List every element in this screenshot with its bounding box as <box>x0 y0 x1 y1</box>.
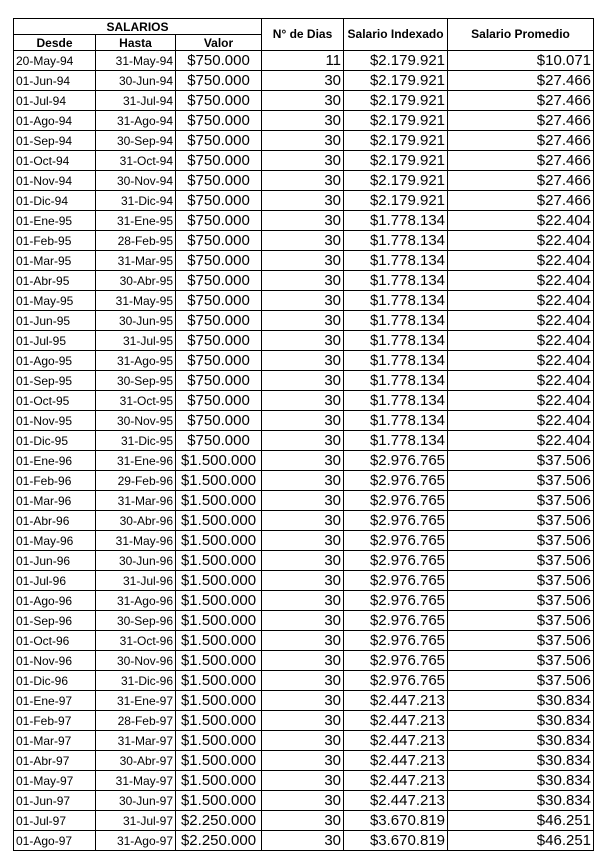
valor-cell: $750.000 <box>176 331 262 351</box>
dias-cell: 30 <box>262 111 344 131</box>
desde-cell: 01-Abr-95 <box>14 271 96 291</box>
valor-cell: $1.500.000 <box>176 791 262 811</box>
valor-cell: $1.500.000 <box>176 731 262 751</box>
valor-cell: $750.000 <box>176 351 262 371</box>
hasta-cell: 30-Jun-94 <box>96 71 176 91</box>
indexado-cell: $2.179.921 <box>344 51 448 71</box>
desde-cell: 01-Nov-94 <box>14 171 96 191</box>
promedio-cell: $37.506 <box>448 511 594 531</box>
dias-cell: 30 <box>262 331 344 351</box>
valor-cell: $750.000 <box>176 131 262 151</box>
table-row <box>14 351 594 371</box>
valor-cell: $1.500.000 <box>176 511 262 531</box>
valor-cell: $750.000 <box>176 171 262 191</box>
hasta-column-header: Hasta <box>96 35 176 51</box>
promedio-cell: $27.466 <box>448 191 594 211</box>
promedio-cell: $27.466 <box>448 91 594 111</box>
promedio-cell: $22.404 <box>448 431 594 451</box>
desde-cell: 01-May-96 <box>14 531 96 551</box>
valor-cell: $1.500.000 <box>176 571 262 591</box>
indexado-cell: $1.778.134 <box>344 351 448 371</box>
hasta-cell: 30-Nov-94 <box>96 171 176 191</box>
indexado-cell: $1.778.134 <box>344 231 448 251</box>
table-row <box>14 791 594 811</box>
table-row <box>14 671 594 691</box>
hasta-cell: 31-May-96 <box>96 531 176 551</box>
desde-cell: 01-Abr-97 <box>14 751 96 771</box>
hasta-cell: 31-Mar-96 <box>96 491 176 511</box>
dias-column-header: N° de Dias <box>262 19 344 51</box>
indexado-cell: $2.976.765 <box>344 611 448 631</box>
table-row <box>14 811 594 831</box>
indexado-cell: $2.976.765 <box>344 651 448 671</box>
dias-cell: 30 <box>262 211 344 231</box>
hasta-cell: 30-Nov-96 <box>96 651 176 671</box>
table-row <box>14 531 594 551</box>
valor-cell: $750.000 <box>176 391 262 411</box>
dias-cell: 30 <box>262 651 344 671</box>
desde-cell: 01-Jun-94 <box>14 71 96 91</box>
hasta-cell: 31-Ago-94 <box>96 111 176 131</box>
table-row <box>14 271 594 291</box>
indexado-column-header: Salario Indexado <box>344 19 448 51</box>
promedio-cell: $22.404 <box>448 351 594 371</box>
desde-cell: 01-Oct-96 <box>14 631 96 651</box>
valor-cell: $1.500.000 <box>176 451 262 471</box>
table-row <box>14 471 594 491</box>
promedio-cell: $37.506 <box>448 491 594 511</box>
dias-cell: 30 <box>262 391 344 411</box>
hasta-cell: 30-Jun-95 <box>96 311 176 331</box>
dias-cell: 30 <box>262 451 344 471</box>
indexado-cell: $1.778.134 <box>344 211 448 231</box>
desde-cell: 01-Ene-96 <box>14 451 96 471</box>
indexado-cell: $1.778.134 <box>344 371 448 391</box>
desde-cell: 01-Feb-96 <box>14 471 96 491</box>
dias-cell: 30 <box>262 131 344 151</box>
valor-cell: $750.000 <box>176 251 262 271</box>
hasta-cell: 31-Ene-95 <box>96 211 176 231</box>
hasta-cell: 31-May-97 <box>96 771 176 791</box>
valor-cell: $750.000 <box>176 91 262 111</box>
dias-cell: 30 <box>262 511 344 531</box>
table-row <box>14 71 594 91</box>
valor-cell: $750.000 <box>176 311 262 331</box>
indexado-cell: $2.179.921 <box>344 171 448 191</box>
promedio-cell: $22.404 <box>448 311 594 331</box>
indexado-cell: $2.976.765 <box>344 571 448 591</box>
desde-cell: 01-Ene-95 <box>14 211 96 231</box>
hasta-cell: 31-Jul-94 <box>96 91 176 111</box>
valor-cell: $750.000 <box>176 291 262 311</box>
indexado-cell: $2.447.213 <box>344 771 448 791</box>
valor-cell: $1.500.000 <box>176 751 262 771</box>
hasta-cell: 31-Oct-95 <box>96 391 176 411</box>
desde-cell: 01-Feb-95 <box>14 231 96 251</box>
table-row <box>14 171 594 191</box>
hasta-cell: 31-Dic-94 <box>96 191 176 211</box>
promedio-cell: $22.404 <box>448 331 594 351</box>
table-row <box>14 691 594 711</box>
hasta-cell: 30-Abr-97 <box>96 751 176 771</box>
promedio-cell: $46.251 <box>448 831 594 851</box>
indexado-cell: $2.447.213 <box>344 691 448 711</box>
indexado-cell: $2.976.765 <box>344 511 448 531</box>
dias-cell: 30 <box>262 71 344 91</box>
table-row <box>14 571 594 591</box>
promedio-cell: $37.506 <box>448 531 594 551</box>
promedio-cell: $10.071 <box>448 51 594 71</box>
hasta-cell: 30-Abr-95 <box>96 271 176 291</box>
valor-cell: $750.000 <box>176 371 262 391</box>
hasta-cell: 30-Sep-96 <box>96 611 176 631</box>
promedio-cell: $37.506 <box>448 551 594 571</box>
promedio-cell: $37.506 <box>448 451 594 471</box>
desde-cell: 01-Ago-94 <box>14 111 96 131</box>
dias-cell: 30 <box>262 771 344 791</box>
desde-cell: 20-May-94 <box>14 51 96 71</box>
valor-cell: $750.000 <box>176 271 262 291</box>
indexado-cell: $2.447.213 <box>344 731 448 751</box>
dias-cell: 30 <box>262 91 344 111</box>
desde-cell: 01-Jul-96 <box>14 571 96 591</box>
promedio-cell: $37.506 <box>448 591 594 611</box>
table-row <box>14 331 594 351</box>
desde-cell: 01-May-97 <box>14 771 96 791</box>
desde-cell: 01-Ago-97 <box>14 831 96 851</box>
indexado-cell: $2.179.921 <box>344 91 448 111</box>
dias-cell: 30 <box>262 591 344 611</box>
table-row <box>14 371 594 391</box>
promedio-cell: $37.506 <box>448 651 594 671</box>
desde-cell: 01-Dic-96 <box>14 671 96 691</box>
indexado-cell: $2.447.213 <box>344 751 448 771</box>
table-row <box>14 231 594 251</box>
promedio-cell: $22.404 <box>448 231 594 251</box>
hasta-cell: 31-Jul-96 <box>96 571 176 591</box>
indexado-cell: $2.976.765 <box>344 471 448 491</box>
valor-cell: $2.250.000 <box>176 831 262 851</box>
indexado-cell: $1.778.134 <box>344 391 448 411</box>
indexado-cell: $2.179.921 <box>344 71 448 91</box>
hasta-cell: 30-Jun-96 <box>96 551 176 571</box>
valor-cell: $1.500.000 <box>176 691 262 711</box>
promedio-cell: $22.404 <box>448 391 594 411</box>
indexado-cell: $2.976.765 <box>344 531 448 551</box>
desde-cell: 01-Ago-96 <box>14 591 96 611</box>
dias-cell: 30 <box>262 791 344 811</box>
desde-cell: 01-Dic-94 <box>14 191 96 211</box>
desde-cell: 01-Jul-97 <box>14 811 96 831</box>
desde-cell: 01-Jun-96 <box>14 551 96 571</box>
dias-cell: 30 <box>262 231 344 251</box>
dias-cell: 30 <box>262 371 344 391</box>
valor-cell: $1.500.000 <box>176 491 262 511</box>
hasta-cell: 29-Feb-96 <box>96 471 176 491</box>
hasta-cell: 31-Ene-97 <box>96 691 176 711</box>
hasta-cell: 28-Feb-97 <box>96 711 176 731</box>
valor-cell: $750.000 <box>176 411 262 431</box>
indexado-cell: $2.447.213 <box>344 711 448 731</box>
dias-cell: 30 <box>262 411 344 431</box>
valor-cell: $750.000 <box>176 71 262 91</box>
promedio-cell: $30.834 <box>448 691 594 711</box>
desde-cell: 01-Feb-97 <box>14 711 96 731</box>
hasta-cell: 30-Nov-95 <box>96 411 176 431</box>
valor-cell: $1.500.000 <box>176 551 262 571</box>
desde-cell: 01-Nov-95 <box>14 411 96 431</box>
promedio-cell: $22.404 <box>448 411 594 431</box>
dias-cell: 30 <box>262 611 344 631</box>
desde-cell: 01-Sep-94 <box>14 131 96 151</box>
hasta-cell: 31-Oct-94 <box>96 151 176 171</box>
valor-cell: $750.000 <box>176 431 262 451</box>
desde-cell: 01-Oct-95 <box>14 391 96 411</box>
desde-cell: 01-Jun-95 <box>14 311 96 331</box>
indexado-cell: $2.976.765 <box>344 591 448 611</box>
promedio-cell: $30.834 <box>448 731 594 751</box>
valor-cell: $1.500.000 <box>176 711 262 731</box>
salary-table <box>13 18 594 851</box>
desde-cell: 01-Mar-95 <box>14 251 96 271</box>
desde-cell: 01-Oct-94 <box>14 151 96 171</box>
promedio-cell: $22.404 <box>448 371 594 391</box>
indexado-cell: $3.670.819 <box>344 831 448 851</box>
table-row <box>14 191 594 211</box>
hasta-cell: 31-Dic-96 <box>96 671 176 691</box>
promedio-cell: $30.834 <box>448 791 594 811</box>
table-row <box>14 51 594 71</box>
table-row <box>14 711 594 731</box>
table-row <box>14 311 594 331</box>
table-row <box>14 611 594 631</box>
promedio-cell: $27.466 <box>448 111 594 131</box>
indexado-cell: $1.778.134 <box>344 251 448 271</box>
dias-cell: 30 <box>262 571 344 591</box>
dias-cell: 30 <box>262 151 344 171</box>
valor-cell: $1.500.000 <box>176 471 262 491</box>
indexado-cell: $1.778.134 <box>344 291 448 311</box>
desde-cell: 01-Dic-95 <box>14 431 96 451</box>
valor-cell: $750.000 <box>176 191 262 211</box>
valor-cell: $1.500.000 <box>176 631 262 651</box>
table-row <box>14 411 594 431</box>
hasta-cell: 31-Dic-95 <box>96 431 176 451</box>
table-row <box>14 831 594 851</box>
desde-cell: 01-Mar-97 <box>14 731 96 751</box>
hasta-cell: 31-May-94 <box>96 51 176 71</box>
desde-column-header: Desde <box>14 35 96 51</box>
valor-cell: $2.250.000 <box>176 811 262 831</box>
dias-cell: 11 <box>262 51 344 71</box>
dias-cell: 30 <box>262 191 344 211</box>
promedio-cell: $22.404 <box>448 251 594 271</box>
promedio-cell: $37.506 <box>448 671 594 691</box>
hasta-cell: 30-Sep-95 <box>96 371 176 391</box>
table-header <box>14 19 594 51</box>
valor-cell: $1.500.000 <box>176 651 262 671</box>
desde-cell: 01-Jul-94 <box>14 91 96 111</box>
dias-cell: 30 <box>262 311 344 331</box>
table-row <box>14 111 594 131</box>
table-row <box>14 151 594 171</box>
hasta-cell: 31-Ene-96 <box>96 451 176 471</box>
promedio-cell: $27.466 <box>448 131 594 151</box>
table-row <box>14 431 594 451</box>
table-row <box>14 751 594 771</box>
table-row <box>14 591 594 611</box>
promedio-cell: $30.834 <box>448 771 594 791</box>
hasta-cell: 31-Ago-96 <box>96 591 176 611</box>
dias-cell: 30 <box>262 471 344 491</box>
promedio-cell: $22.404 <box>448 291 594 311</box>
dias-cell: 30 <box>262 691 344 711</box>
indexado-cell: $2.976.765 <box>344 451 448 471</box>
table-row <box>14 451 594 471</box>
indexado-cell: $2.976.765 <box>344 671 448 691</box>
indexado-cell: $2.179.921 <box>344 191 448 211</box>
desde-cell: 01-May-95 <box>14 291 96 311</box>
valor-cell: $750.000 <box>176 211 262 231</box>
dias-cell: 30 <box>262 491 344 511</box>
dias-cell: 30 <box>262 351 344 371</box>
table-row <box>14 731 594 751</box>
valor-column-header: Valor <box>176 35 262 51</box>
table-row <box>14 91 594 111</box>
indexado-cell: $2.976.765 <box>344 551 448 571</box>
indexado-cell: $1.778.134 <box>344 331 448 351</box>
valor-cell: $750.000 <box>176 51 262 71</box>
promedio-cell: $27.466 <box>448 71 594 91</box>
promedio-cell: $37.506 <box>448 631 594 651</box>
dias-cell: 30 <box>262 271 344 291</box>
indexado-cell: $3.670.819 <box>344 811 448 831</box>
table-row <box>14 771 594 791</box>
hasta-cell: 28-Feb-95 <box>96 231 176 251</box>
hasta-cell: 30-Abr-96 <box>96 511 176 531</box>
promedio-cell: $22.404 <box>448 211 594 231</box>
table-row <box>14 131 594 151</box>
indexado-cell: $1.778.134 <box>344 411 448 431</box>
hasta-cell: 31-Mar-95 <box>96 251 176 271</box>
valor-cell: $750.000 <box>176 231 262 251</box>
promedio-column-header: Salario Promedio <box>448 19 594 51</box>
indexado-cell: $2.976.765 <box>344 631 448 651</box>
promedio-cell: $37.506 <box>448 611 594 631</box>
desde-cell: 01-Nov-96 <box>14 651 96 671</box>
indexado-cell: $2.447.213 <box>344 791 448 811</box>
dias-cell: 30 <box>262 171 344 191</box>
table-row <box>14 491 594 511</box>
dias-cell: 30 <box>262 431 344 451</box>
hasta-cell: 30-Sep-94 <box>96 131 176 151</box>
valor-cell: $750.000 <box>176 111 262 131</box>
hasta-cell: 31-Mar-97 <box>96 731 176 751</box>
hasta-cell: 30-Jun-97 <box>96 791 176 811</box>
indexado-cell: $1.778.134 <box>344 311 448 331</box>
table-row <box>14 251 594 271</box>
valor-cell: $1.500.000 <box>176 771 262 791</box>
table-row <box>14 651 594 671</box>
indexado-cell: $2.976.765 <box>344 491 448 511</box>
table-row <box>14 551 594 571</box>
desde-cell: 01-Mar-96 <box>14 491 96 511</box>
table-row <box>14 211 594 231</box>
dias-cell: 30 <box>262 811 344 831</box>
dias-cell: 30 <box>262 711 344 731</box>
desde-cell: 01-Ene-97 <box>14 691 96 711</box>
desde-cell: 01-Sep-96 <box>14 611 96 631</box>
valor-cell: $750.000 <box>176 151 262 171</box>
indexado-cell: $2.179.921 <box>344 151 448 171</box>
hasta-cell: 31-Ago-95 <box>96 351 176 371</box>
table-row <box>14 291 594 311</box>
dias-cell: 30 <box>262 251 344 271</box>
indexado-cell: $1.778.134 <box>344 431 448 451</box>
desde-cell: 01-Ago-95 <box>14 351 96 371</box>
hasta-cell: 31-May-95 <box>96 291 176 311</box>
table-row <box>14 631 594 651</box>
dias-cell: 30 <box>262 551 344 571</box>
valor-cell: $1.500.000 <box>176 611 262 631</box>
dias-cell: 30 <box>262 531 344 551</box>
indexado-cell: $2.179.921 <box>344 111 448 131</box>
promedio-cell: $27.466 <box>448 171 594 191</box>
indexado-cell: $1.778.134 <box>344 271 448 291</box>
table-body <box>14 51 594 851</box>
hasta-cell: 31-Oct-96 <box>96 631 176 651</box>
dias-cell: 30 <box>262 631 344 651</box>
valor-cell: $1.500.000 <box>176 591 262 611</box>
promedio-cell: $30.834 <box>448 711 594 731</box>
dias-cell: 30 <box>262 831 344 851</box>
desde-cell: 01-Jun-97 <box>14 791 96 811</box>
desde-cell: 01-Jul-95 <box>14 331 96 351</box>
hasta-cell: 31-Ago-97 <box>96 831 176 851</box>
table-row <box>14 391 594 411</box>
valor-cell: $1.500.000 <box>176 671 262 691</box>
promedio-cell: $27.466 <box>448 151 594 171</box>
promedio-cell: $22.404 <box>448 271 594 291</box>
promedio-cell: $30.834 <box>448 751 594 771</box>
dias-cell: 30 <box>262 671 344 691</box>
hasta-cell: 31-Jul-95 <box>96 331 176 351</box>
desde-cell: 01-Abr-96 <box>14 511 96 531</box>
promedio-cell: $37.506 <box>448 571 594 591</box>
dias-cell: 30 <box>262 731 344 751</box>
promedio-cell: $46.251 <box>448 811 594 831</box>
hasta-cell: 31-Jul-97 <box>96 811 176 831</box>
valor-cell: $1.500.000 <box>176 531 262 551</box>
indexado-cell: $2.179.921 <box>344 131 448 151</box>
table-row <box>14 511 594 531</box>
salarios-group-header: SALARIOS <box>14 19 262 35</box>
dias-cell: 30 <box>262 751 344 771</box>
dias-cell: 30 <box>262 291 344 311</box>
desde-cell: 01-Sep-95 <box>14 371 96 391</box>
promedio-cell: $37.506 <box>448 471 594 491</box>
